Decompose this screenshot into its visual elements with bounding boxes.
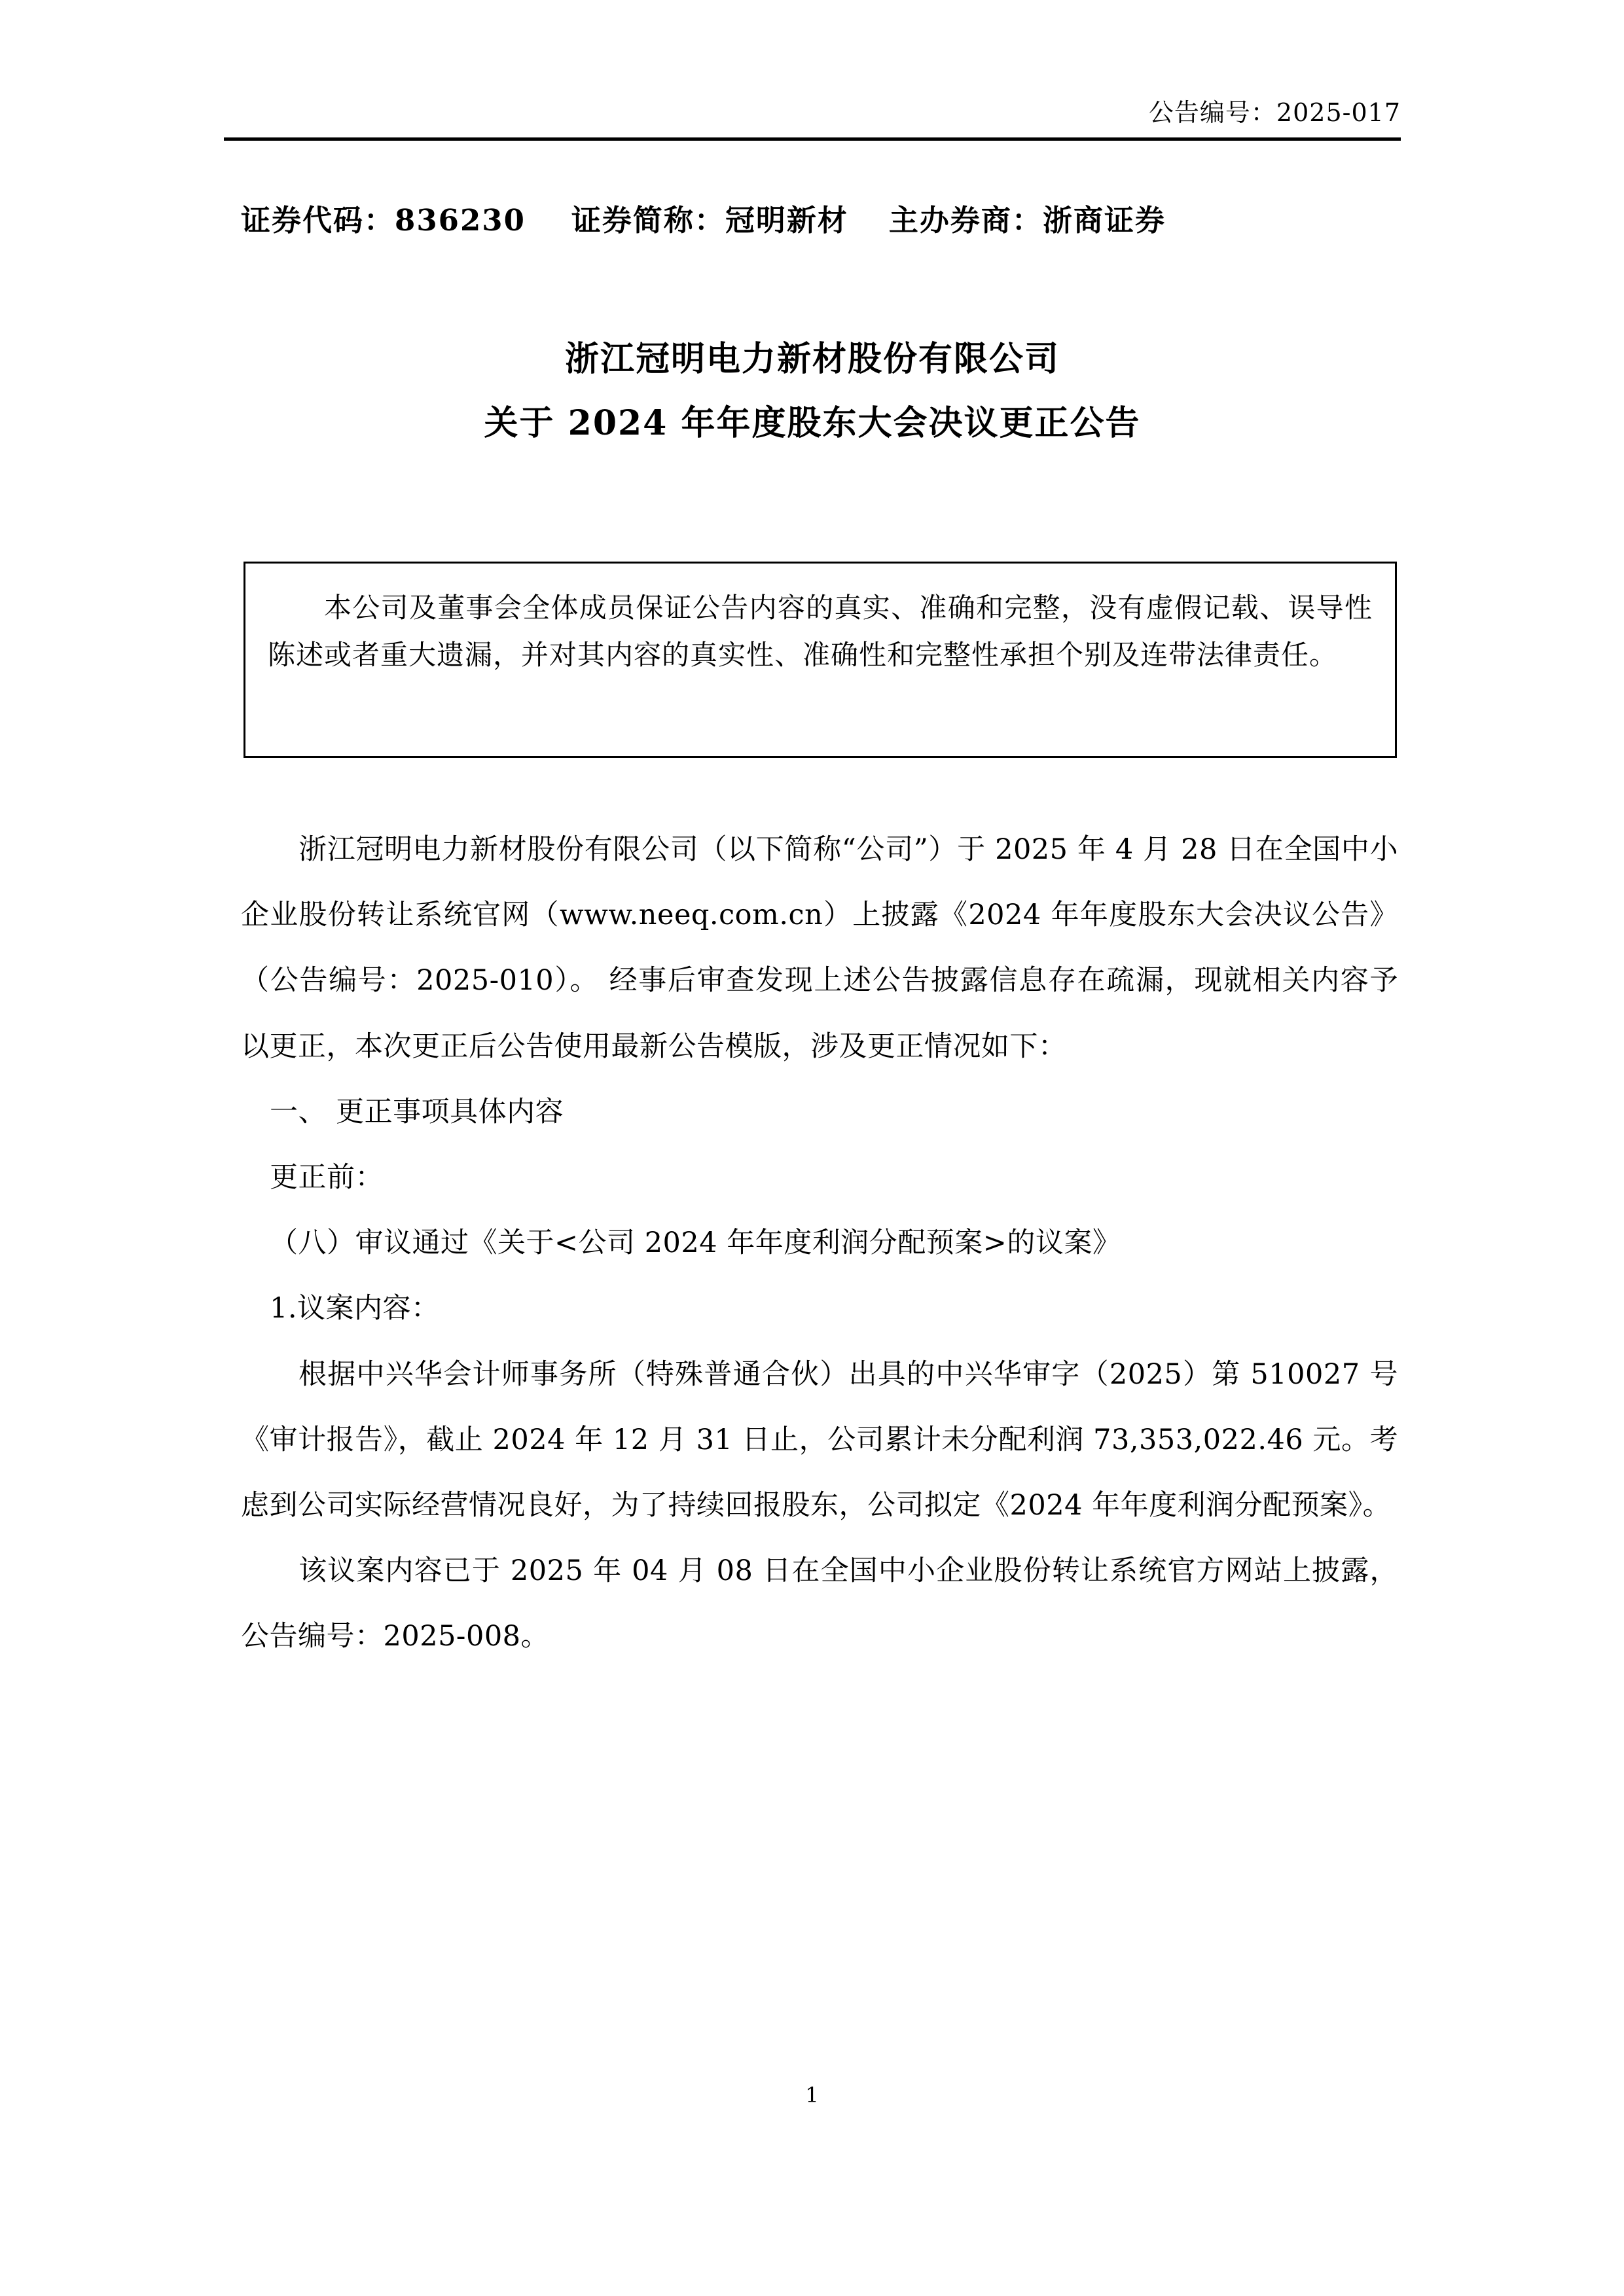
header-divider — [224, 137, 1401, 141]
page-header — [224, 98, 1401, 141]
broker-label: 主办券商： — [888, 203, 1043, 238]
disclosure-paragraph: 该议案内容已于 2025 年 04 月 08 日在全国中小企业股份转让系统官方网站上披露，公告编号：2025-008。 — [241, 1554, 1398, 1653]
page-number: 1 — [805, 2083, 819, 2108]
broker-value: 浙商证券 — [1042, 203, 1166, 238]
announcement-number: 公告编号：2025-017 — [1148, 98, 1401, 127]
title-line-1: 浙江冠明电力新材股份有限公司 — [564, 339, 1060, 379]
proposal-content-label: 1.议案内容： — [270, 1292, 440, 1325]
document-body — [241, 817, 1398, 1669]
page-title — [224, 334, 1401, 449]
securities-info-line — [241, 196, 1413, 239]
before-correction-label: 更正前： — [270, 1160, 384, 1194]
securities-code-value: 836230 — [395, 203, 526, 238]
title-line-2: 关于 2024 年年度股东大会决议更正公告 — [484, 403, 1141, 443]
securities-code-label: 证券代码： — [241, 203, 395, 238]
section-one-heading: 一、 更正事项具体内容 — [270, 1095, 564, 1128]
agenda-item-eight: （八）审议通过《关于<公司 2024 年年度利润分配预案>的议案》 — [270, 1227, 1121, 1260]
proposal-paragraph: 根据中兴华会计师事务所（特殊普通合伙）出具的中兴华审字（2025）第 510027 号《审计报告》，截止 2024 年 12 月 31 日止，公司累计未分配利润 73,353,022.46 元。考虑到公司实际经营情况良好，为了持续回报股东，公司拟定《2024 年年度利润分配预案》。 — [241, 1357, 1398, 1522]
disclaimer-text: 本公司及董事会全体成员保证公告内容的真实、准确和完整，没有虚假记载、误导性陈述或者重大遗漏，并对其内容的真实性、准确性和完整性承担个别及连带法律责任。 — [268, 592, 1373, 672]
intro-paragraph: 浙江冠明电力新材股份有限公司（以下简称“公司”）于 2025 年 4 月 28 日在全国中小企业股份转让系统官网（www.neeq.com.cn）上披露《2024 年年度股东大会决议公告》（公告编号：2025-010）。 经事后审查发现上述公告披露信息存在疏漏，现就相关内容予以更正，本次更正后公告使用最新公告模版，涉及更正情况如下： — [241, 833, 1398, 1063]
securities-abbr-label: 证券简称： — [571, 203, 725, 238]
disclaimer-box — [244, 562, 1397, 758]
securities-abbr-value: 冠明新材 — [725, 203, 848, 238]
